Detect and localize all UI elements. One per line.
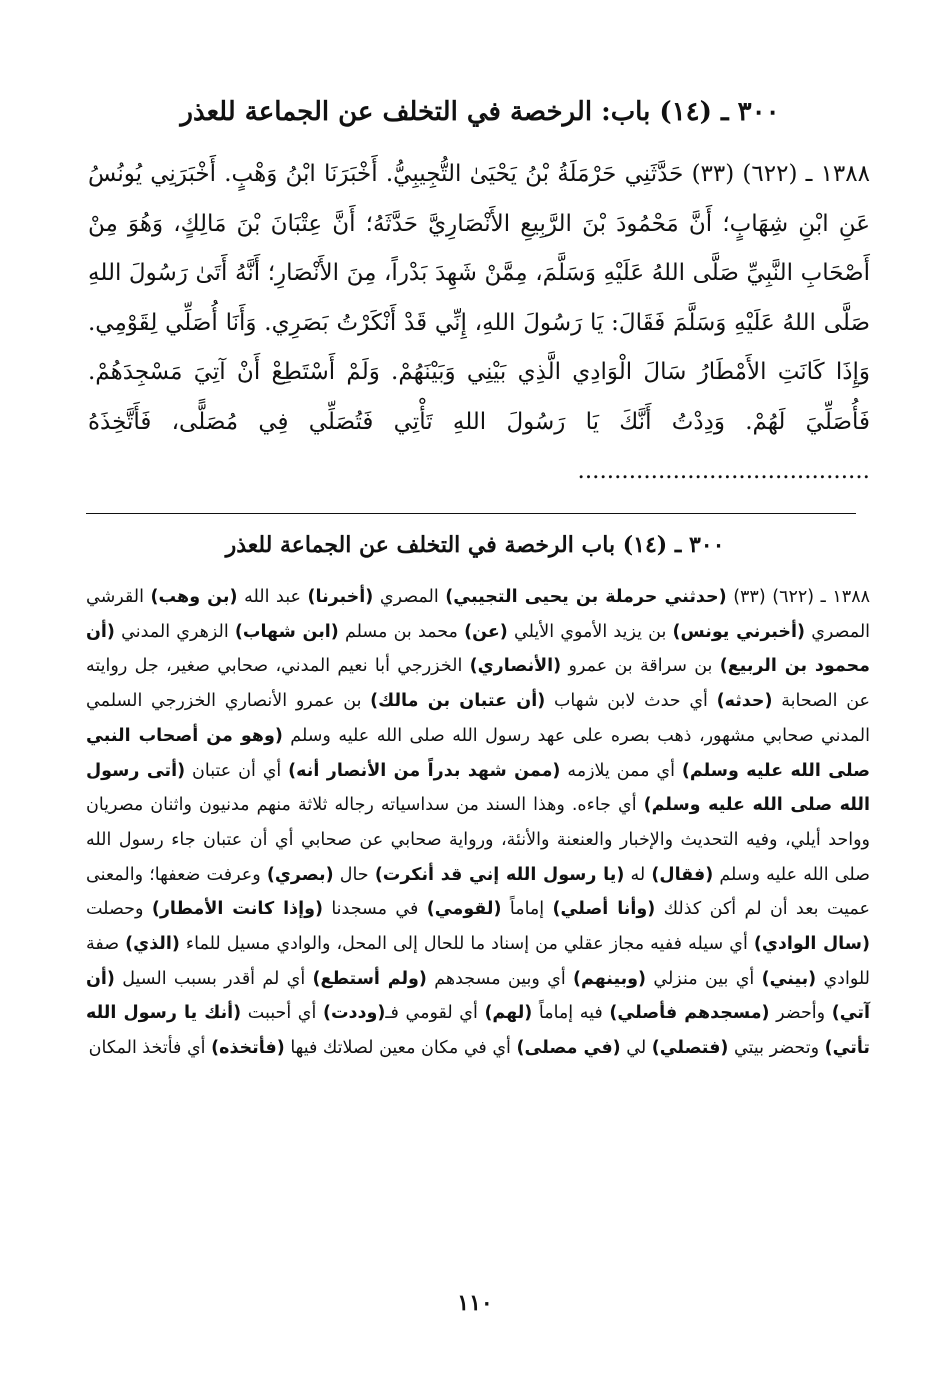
quoted-hadith-phrase: (بن وهب) [150,587,238,607]
quoted-hadith-phrase: (الأنصاري) [469,656,562,677]
commentary-text: أي جاءه. وهذا السند من سداسياته رجاله ثلاثة منهم مدنيون واثنان مصريان وواحد أيلي، وفيه التحديث والإخبار والعنعنة والأنئة، ورواية صحابي عن صحابي أي أن عتبان جاء رسول الله صلى الله عليه وسلم [86,795,870,885]
commentary-text: بن سراقة بن عمرو [561,656,720,677]
quoted-hadith-phrase: (عن) [464,621,508,642]
quoted-hadith-phrase: (فتصلي) [651,1038,729,1059]
quoted-hadith-phrase: (لقومي) [426,899,502,920]
commentary-text: عبد الله [237,587,308,607]
commentary-text-block [86,580,870,1066]
quoted-hadith-phrase: (وبينهم) [573,968,647,989]
commentary-text: بن يزيد الأموي الأيلي [507,621,673,642]
commentary-text: أي في مكان معين لصلاتك فيها [284,1038,517,1059]
quoted-hadith-phrase: (أن محمود بن الربيع) [86,621,870,677]
commentary-text: أي ممن يلازمه [560,760,682,781]
commentary-text: ١٣٨٨ ـ (٦٢٢) (٣٣) [726,587,870,607]
quoted-hadith-phrase: (وهو من أصحاب النبي صلى الله عليه وسلم) [86,725,871,781]
hadith-text: ١٣٨٨ ـ (٦٢٢) (٣٣) حَدَّثَنِي حَرْمَلَةُ بْنُ يَحْيَىٰ التُّجِيبِيُّ. أَخْبَرَنَا ابْنُ وَهْبٍ. أَخْبَرَنِي يُونُسُ عَنِ ابْنِ شِهَابٍ؛ أَنَّ مَحْمُودَ بْنَ الرَّبِيعِ الأَنْصَارِيَّ حَدَّثَهُ؛ أَنَّ عِتْبَانَ بْنَ مَالِكٍ، وَهُوَ مِنْ أَصْحَابِ النَّبِيِّ صَلَّى اللهُ عَلَيْهِ وَسَلَّمَ، مِمَّنْ شَهِدَ بَدْراً، مِنَ الأَنْصَارِ؛ أَنَّهُ أَتَىٰ رَسُولَ اللهِ صَلَّى اللهُ عَلَيْهِ وَسَلَّمَ فَقَالَ: يَا رَسُولَ اللهِ، إِنِّي قَدْ أَنْكَرْتُ بَصَرِي. وَأَنَا أُصَلِّي لِقَوْمِي. وَإِذَا كَانَتِ الأَمْطَارُ سَالَ الْوَادِي الَّذِي بَيْنِي وَبَيْنَهُمْ. وَلَمْ أَسْتَطِعْ أَنْ آتِيَ مَسْجِدَهُمْ. فَأُصَلِّيَ لَهُمْ. وَدِدْتُ أَنَّكَ يَا رَسُولَ اللهِ تَأْتِي فَتُصَلِّي فِي مُصَلًّى، فَأَتَّخِذَهُ [88,161,870,435]
quoted-hadith-phrase: (وإذا كانت الأمطار) [151,899,323,920]
commentary-text: وتحضر بيتي [728,1038,825,1059]
continuation-dots: ........................................ [577,458,870,484]
quoted-hadith-phrase: (مسجدهم فأصلي) [609,1003,770,1024]
commentary-text: في مسجدنا [322,899,427,920]
quoted-hadith-phrase: (أنك يا رسول الله تأتي) [86,1003,870,1059]
commentary-text: لي [620,1038,652,1059]
commentary-text: فيه إماماً [532,1003,610,1024]
commentary-text: صفة للوادي [86,934,870,989]
commentary-text: أي فأتخذ المكان [88,1038,212,1059]
quoted-hadith-phrase: (حدثني حرملة بن يحيى التجيبي) [445,587,727,607]
quoted-hadith-phrase: (أتى رسول الله صلى الله عليه وسلم) [86,760,870,816]
commentary-text: بن عمرو الأنصاري الخزرجي السلمي المدني صحابي مشهور، ذهب بصره على عهد رسول الله صلى الله عليه وسلم [86,691,870,746]
hadith-chapter-title: ٣٠٠ ـ (١٤) باب: الرخصة في التخلف عن الجماعة للعذر [180,97,780,127]
quoted-hadith-phrase: (ممن شهد بدراً من الأنصار أنه) [288,760,561,781]
commentary-text: القرشي المصري [86,587,871,642]
commentary-text: محمد بن مسلم [338,621,465,642]
hadith-text-block [88,150,870,497]
commentary-text: أي أحببت [241,1003,323,1024]
commentary-text: إماماً [501,899,553,920]
quoted-hadith-phrase: (وددت) [322,1003,386,1024]
commentary-text: أي أن عتبان [185,760,289,781]
quoted-hadith-phrase: (ابن شهاب) [234,621,339,642]
commentary-chapter-title: ٣٠٠ ـ (١٤) باب الرخصة في التخلف عن الجماعة للعذر [225,532,725,558]
commentary-text: الزهري المدني [114,621,235,642]
commentary-text: أي لم أقدر بسبب السيل [114,968,313,989]
commentary-text: أي بين منزلي [646,968,762,989]
commentary-text: وعرفت ضعفها؛ والمعنى عميت بعد أن لم أكن كذلك [86,864,870,920]
quoted-hadith-phrase: (الذي) [125,934,180,955]
quoted-hadith-phrase: (لهم) [484,1003,533,1024]
commentary-text: له [624,864,652,885]
quoted-hadith-phrase: (حدثه) [716,691,773,712]
page-number: ١١٠ [457,1290,493,1316]
commentary-text: أي سيله ففيه مجاز عقلي من إسناد ما للحال إلى المحل، والوادي مسيل للماء [179,934,754,955]
commentary-text: أي حدث لابن شهاب [545,691,717,712]
quoted-hadith-phrase: (بيني) [761,968,817,989]
commentary-paragraph [86,580,870,1066]
commentary-text: أي وبين مسجدهم [426,968,574,989]
quoted-hadith-phrase: (أن آتي) [86,968,870,1024]
quoted-hadith-phrase: (أخبرنا) [307,587,374,607]
commentary-text: أي لقومي فـ [385,1003,485,1024]
commentary-text: وحصلت [86,899,152,920]
quoted-hadith-phrase: (يا رسول الله إني قد أنكرت) [374,864,625,885]
quoted-hadith-phrase: (فأتخذه) [211,1038,285,1059]
quoted-hadith-phrase: (ولم أستطع) [312,968,427,989]
quoted-hadith-phrase: (بصري) [266,864,334,885]
quoted-hadith-phrase: (أخبرني يونس) [672,621,806,642]
quoted-hadith-phrase: (أن عتبان بن مالك) [370,691,546,712]
quoted-hadith-phrase: (فقال) [651,864,714,885]
commentary-text: المصري [373,587,446,607]
commentary-text: وأحضر [769,1003,832,1024]
commentary-text: حال [333,864,375,885]
quoted-hadith-phrase: (سال الوادي) [753,934,870,955]
commentary-text: الخزرجي أبا نعيم المدني، صحابي صغير، جل روايته عن الصحابة [86,656,870,712]
section-divider [86,513,856,514]
quoted-hadith-phrase: (في مصلى) [516,1038,621,1059]
quoted-hadith-phrase: (وأنا أصلي) [552,899,656,920]
